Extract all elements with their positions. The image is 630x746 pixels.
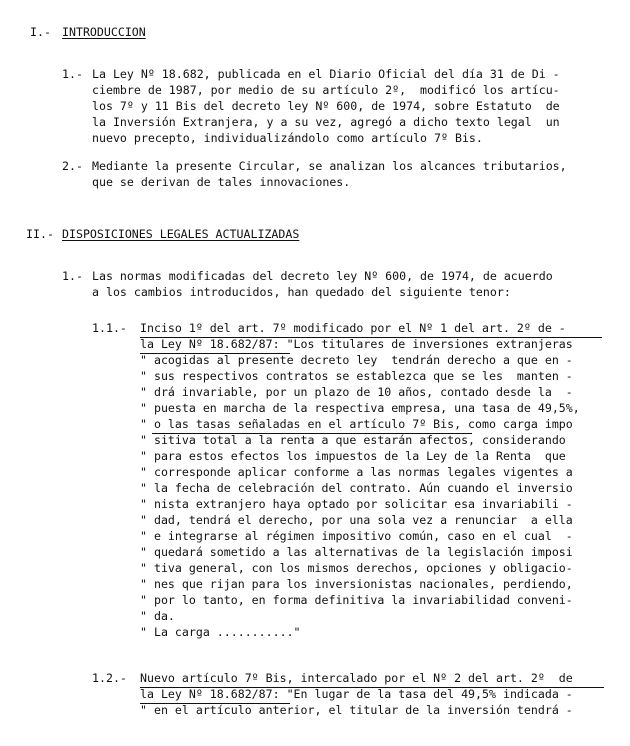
quote-line: " acogidas al presente decreto ley tendrán derecho a que en - [140, 353, 573, 367]
paragraph-line: la Inversión Extranjera, y a su vez, agregó a dicho texto legal un [92, 115, 560, 129]
quote-closing: " La carga ..........." [140, 625, 301, 639]
paragraph-line: Las normas modificadas del decreto ley Nº 600, de 1974, de acuerdo [92, 269, 553, 283]
quote-line: " puesta en marcha de la respectiva empresa, una tasa de 49,5%, [140, 401, 580, 415]
quote-line: " drá invariable, por un plazo de 10 años, contado desde la - [140, 385, 573, 399]
section-heading: DISPOSICIONES LEGALES ACTUALIZADAS [62, 227, 300, 241]
paragraph-line: Mediante la presente Circular, se analizan los alcances tributarios, [92, 159, 567, 173]
paragraph-number: 1.- [62, 269, 83, 283]
quote-line: " la fecha de celebración del contrato. Aún cuando el inversio [140, 481, 573, 495]
paragraph-line: los 7º y 11 Bis del decreto ley Nº 600, de 1974, sobre Estatuto de [92, 99, 560, 113]
paragraph-line: a los cambios introducidos, han quedado del siguiente tenor: [92, 285, 511, 299]
paragraph-number: 1.- [62, 67, 83, 81]
quote-line: " sitiva total a la renta a que estarán afectos, considerando [140, 433, 566, 447]
quote-line: la Ley Nº 18.682/87: "Los titulares de inversiones extranjeras [140, 337, 573, 351]
subparagraph-number: 1.1.- [92, 321, 127, 335]
quote-line: " quedará sometido a las alternativas de la legislación imposi [140, 545, 573, 559]
paragraph-line: La Ley Nº 18.682, publicada en el Diario Oficial del día 31 de Di - [92, 67, 560, 81]
paragraph-number: 2.- [62, 159, 83, 173]
quote-line: " por lo tanto, en forma definitiva la invariabilidad conveni- [140, 593, 573, 607]
quote-line: " nes que rijan para los inversionistas nacionales, perdiendo, [140, 577, 573, 591]
paragraph-line: nuevo precepto, individualizándolo como artículo 7º Bis. [92, 131, 483, 145]
paragraph-line: ciembre de 1987, por medio de su artículo 2º, modificó los artícu- [92, 83, 560, 97]
quote-line: " en el artículo anterior, el titular de la inversión tendrá - [140, 703, 573, 717]
section-number: I.- [30, 25, 51, 39]
quote-line: " corresponde aplicar conforme a las normas legales vigentes a [140, 465, 573, 479]
section-number: II.- [26, 227, 54, 241]
quote-line: Nuevo artículo 7º Bis, intercalado por el Nº 2 del art. 2º de [140, 671, 573, 685]
quote-line: la Ley Nº 18.682/87: "En lugar de la tasa del 49,5% indicada - [140, 687, 573, 701]
quote-line: " da. [140, 609, 175, 623]
quote-line: " para estos efectos los impuestos de la Ley de la Renta que [140, 449, 566, 463]
quote-line: " sus respectivos contratos se establezca que se les manten - [140, 369, 573, 383]
quote-line: Inciso 1º del art. 7º modificado por el Nº 1 del art. 2º de - [140, 321, 566, 335]
subparagraph-number: 1.2.- [92, 671, 127, 685]
quote-line: " dad, tendrá el derecho, por una sola vez a renunciar a ella [140, 513, 573, 527]
quote-line: " o las tasas señaladas en el artículo 7º Bis, como carga impo [140, 417, 573, 431]
quote-line: " nista extranjero haya optado por solicitar esa invariabili - [140, 497, 573, 511]
paragraph-line: que se derivan de tales innovaciones. [92, 175, 351, 189]
quote-line: " e integrarse al régimen impositivo común, caso en el cual - [140, 529, 573, 543]
quote-line: " tiva general, con los mismos derechos, opciones y obligacio- [140, 561, 573, 575]
section-heading: INTRODUCCION [62, 25, 146, 39]
